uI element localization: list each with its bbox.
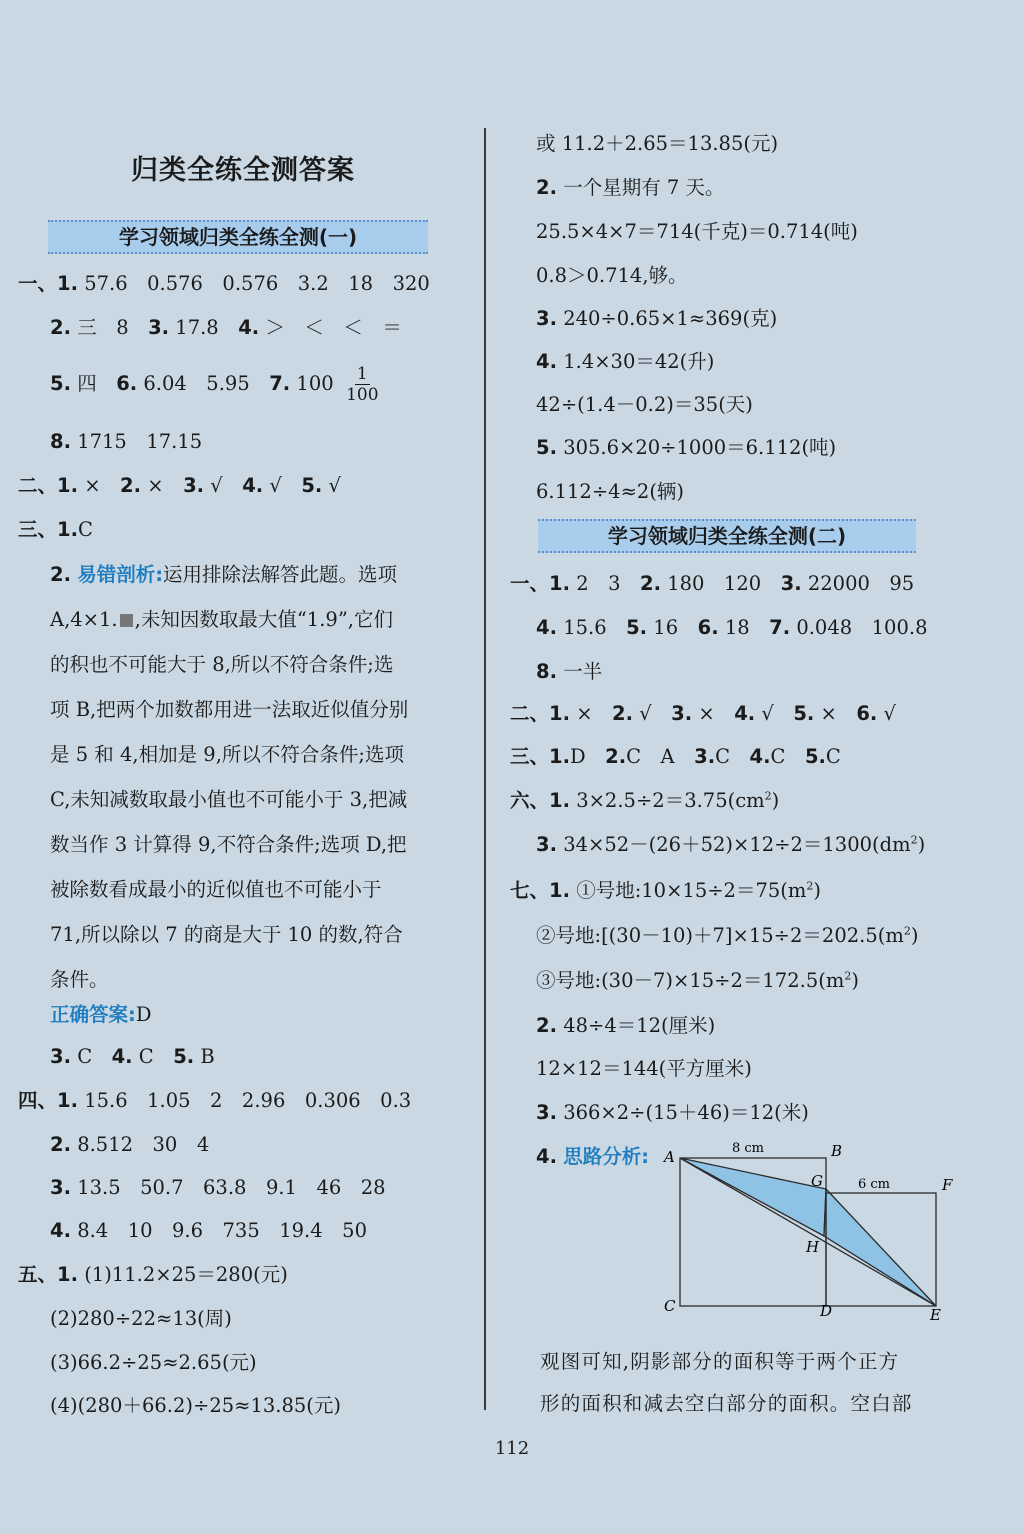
answer-line: 一、1. 57.6 0.576 0.576 3.2 18 320: [18, 272, 430, 295]
answer-line: 六、1. $3\times 2.5\div 2=3.75(cm^2)$: [510, 789, 780, 812]
geometry-figure: [656, 1136, 966, 1326]
answer-line: 二、1. × 2. √ 3. × 4. √ 5. × 6. √: [510, 702, 896, 725]
answer-line: 2. 8.512 30 4: [50, 1133, 210, 1156]
label-G: G: [811, 1172, 823, 1190]
length-label-8cm: 8 cm: [732, 1141, 765, 1156]
answer-line: 2. 三 8 3. 17.8 4. ＞ ＜ ＜ ＝: [50, 316, 402, 339]
answer-line: 被除数看成最小的近似值也不可能小于: [50, 878, 382, 901]
solution-analysis-label: 思路分析:: [563, 1145, 649, 1168]
correct-answer-label: 正确答案:: [50, 1003, 136, 1026]
answer-line: 5. 305.6×20÷1000＝6.112(吨): [536, 436, 837, 459]
column-divider: [484, 128, 486, 1410]
answer-line: 数当作 3 计算得 9,不符合条件;选项 D,把: [50, 833, 407, 856]
section-banner-2: 学习领域归类全练全测(二): [538, 519, 916, 553]
answer-line: 2. 易错剖析:运用排除法解答此题。选项: [50, 563, 398, 586]
label-F: F: [942, 1176, 953, 1194]
answer-line: 3. 366×2÷(15＋46)＝12(米): [536, 1101, 809, 1124]
answer-line: A,4×1. ,未知因数取最大值“1.9”,它们: [50, 608, 393, 631]
answer-line: 2. 一个星期有 7 天。: [536, 176, 725, 199]
answer-line: 8. 1715 17.15: [50, 430, 203, 453]
section-banner-1: 学习领域归类全练全测(一): [48, 220, 428, 254]
answer-line: 4. 1.4×30＝42(升): [536, 350, 715, 373]
blurred-digit-mark: [120, 614, 133, 627]
label-A: A: [664, 1148, 675, 1166]
answer-line: 71,所以除以 7 的商是大于 10 的数,符合: [50, 923, 403, 946]
shaded-triangle-1: [680, 1158, 826, 1236]
label-B: B: [831, 1142, 843, 1160]
answer-line: (4)(280＋66.2)÷25≈13.85(元): [50, 1394, 342, 1417]
answer-line: (3)66.2÷25≈2.65(元): [50, 1351, 257, 1374]
answer-line: 形的面积和减去空白部分的面积。空白部: [540, 1392, 913, 1415]
answer-line: 四、1. 15.6 1.05 2 2.96 0.306 0.3: [18, 1089, 412, 1112]
label-H: H: [806, 1238, 820, 1256]
answer-line: 是 5 和 4,相加是 9,所以不符合条件;选项: [50, 743, 404, 766]
answer-line: 七、1. ①号地$:10\times 15\div 2=75(m^2)$: [510, 879, 821, 902]
answer-line: 五、1. (1)11.2×25＝280(元): [18, 1263, 288, 1286]
answer-line: 6.112÷4≈2(辆): [536, 480, 685, 503]
label-E: E: [930, 1306, 941, 1324]
answer-line: 一、1. 2 3 2. 180 120 3. 22000 95: [510, 572, 915, 595]
shaded-triangle-2: [824, 1189, 936, 1306]
answer-line: 2. 48÷4＝12(厘米): [536, 1014, 716, 1037]
answer-line: 42÷(1.4－0.2)＝35(天): [536, 393, 753, 416]
answer-line: 的积也不可能大于 8,所以不符合条件;选: [50, 653, 394, 676]
answer-line: 观图可知,阴影部分的面积等于两个正方: [540, 1350, 900, 1373]
answer-line: C,未知减数取最小值也不可能小于 3,把减: [50, 788, 408, 811]
answer-line: ②号地$:[(30-10)+7]\times 15\div 2=202.5(m^2)$: [536, 924, 919, 947]
answer-line: (2)280÷22≈13(周): [50, 1307, 232, 1330]
answer-line: 12×12＝144(平方厘米): [536, 1057, 752, 1080]
answer-line: 4. 思路分析:: [536, 1145, 649, 1168]
answer-line: 条件。: [50, 968, 109, 991]
label-C: C: [664, 1297, 676, 1315]
error-analysis-label: 易错剖析:: [77, 563, 163, 586]
answer-line: 或 11.2＋2.65＝13.85(元): [536, 132, 779, 155]
answer-line: 8. 一半: [536, 660, 603, 683]
answer-line: 3. 13.5 50.7 63.8 9.1 46 28: [50, 1176, 386, 1199]
answer-line: 3. $34\times 52-(26+52)\times 12\div 2=1300(dm^2)$: [536, 833, 926, 856]
fraction: $\frac{1}{100}$: [346, 364, 379, 405]
answer-line: 5. 四 6. 6.04 5.95 7. 100 $\frac{1}{100}$: [50, 364, 379, 405]
answer-line: 三、1.D 2.C A 3.C 4.C 5.C: [510, 745, 841, 768]
answer-line: 25.5×4×7＝714(千克)＝0.714(吨): [536, 220, 858, 243]
answer-line: 3. 240÷0.65×1≈369(克): [536, 307, 778, 330]
answer-line: 4. 8.4 10 9.6 735 19.4 50: [50, 1219, 367, 1242]
page-number: 112: [494, 1438, 530, 1459]
label-D: D: [820, 1302, 833, 1320]
answer-line: 4. 15.6 5. 16 6. 18 7. 0.048 100.8: [536, 616, 928, 639]
answer-line: 3. C 4. C 5. B: [50, 1045, 215, 1068]
answer-line: 项 B,把两个加数都用进一法取近似值分别: [50, 698, 409, 721]
answer-line: 二、1. × 2. × 3. √ 4. √ 5. √: [18, 474, 341, 497]
answer-line: 三、1.C: [18, 518, 93, 541]
page-title: 归类全练全测答案: [131, 155, 355, 186]
answer-line: 正确答案:D: [50, 1003, 152, 1026]
diagonal-AE: [680, 1158, 936, 1306]
length-label-6cm: 6 cm: [858, 1177, 891, 1192]
answer-line: 0.8＞0.714,够。: [536, 264, 688, 287]
answer-line: ③号地$:(30-7)\times 15\div 2=172.5(m^2)$: [536, 969, 859, 992]
